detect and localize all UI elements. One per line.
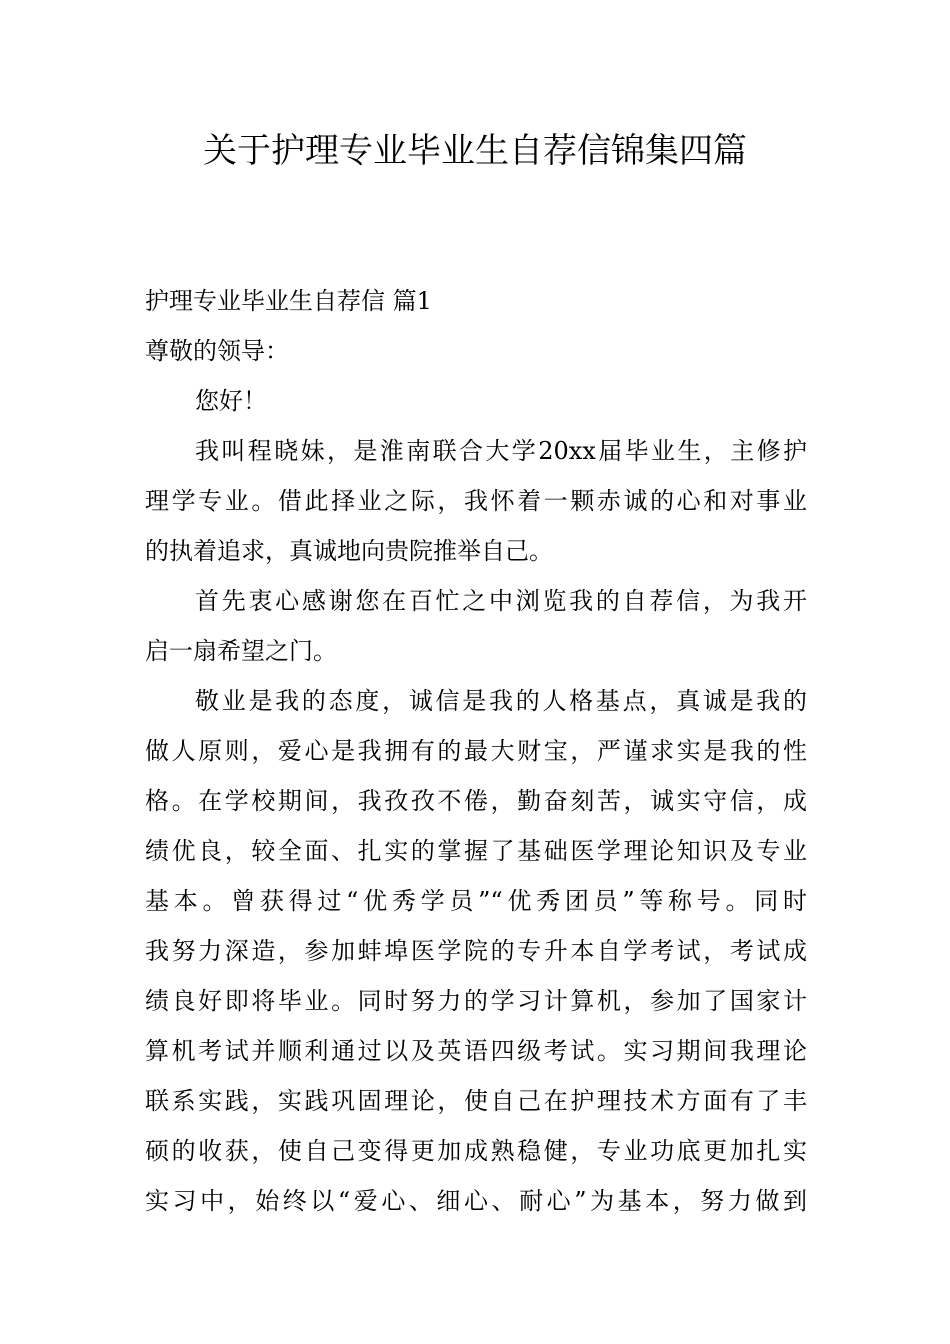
body-line: 算机考试并顺利通过以及英语四级考试。实习期间我理论 [145,1037,807,1065]
body-line: 护理专业毕业生自荐信 篇1 [145,287,432,315]
document-title: 关于护理专业毕业生自荐信锦集四篇 [203,131,747,171]
body-line: 硕的收获，使自己变得更加成熟稳健，专业功底更加扎实 [145,1137,807,1165]
body-line: 我叫程晓妹，是淮南联合大学20xx届毕业生，主修护 [195,437,807,465]
body-line: 格。在学校期间，我孜孜不倦，勤奋刻苦，诚实守信，成 [145,787,807,815]
body-line: 我努力深造，参加蚌埠医学院的专升本自学考试，考试成 [145,937,807,965]
body-line: 做人原则，爱心是我拥有的最大财宝，严谨求实是我的性 [145,737,807,765]
body-line: 理学专业。借此择业之际，我怀着一颗赤诚的心和对事业 [145,487,807,515]
body-line: 实习中，始终以“爱心、细心、耐心”为基本，努力做到 [145,1187,807,1215]
body-line: 基本。曾获得过“优秀学员”“优秀团员”等称号。同时 [145,887,807,915]
body-line: 您好！ [195,387,267,415]
body-line: 绩良好即将毕业。同时努力的学习计算机，参加了国家计 [145,987,807,1015]
document-body [145,276,807,1226]
body-line: 敬业是我的态度，诚信是我的人格基点，真诚是我的 [195,687,807,715]
body-line: 的执着追求，真诚地向贵院推举自己。 [145,537,553,565]
body-line: 启一扇希望之门。 [145,637,337,665]
body-line: 尊敬的领导： [145,337,289,365]
body-line: 联系实践，实践巩固理论，使自己在护理技术方面有了丰 [145,1087,807,1115]
body-line: 绩优良，较全面、扎实的掌握了基础医学理论知识及专业 [145,837,807,865]
body-line: 首先衷心感谢您在百忙之中浏览我的自荐信，为我开 [195,587,807,615]
